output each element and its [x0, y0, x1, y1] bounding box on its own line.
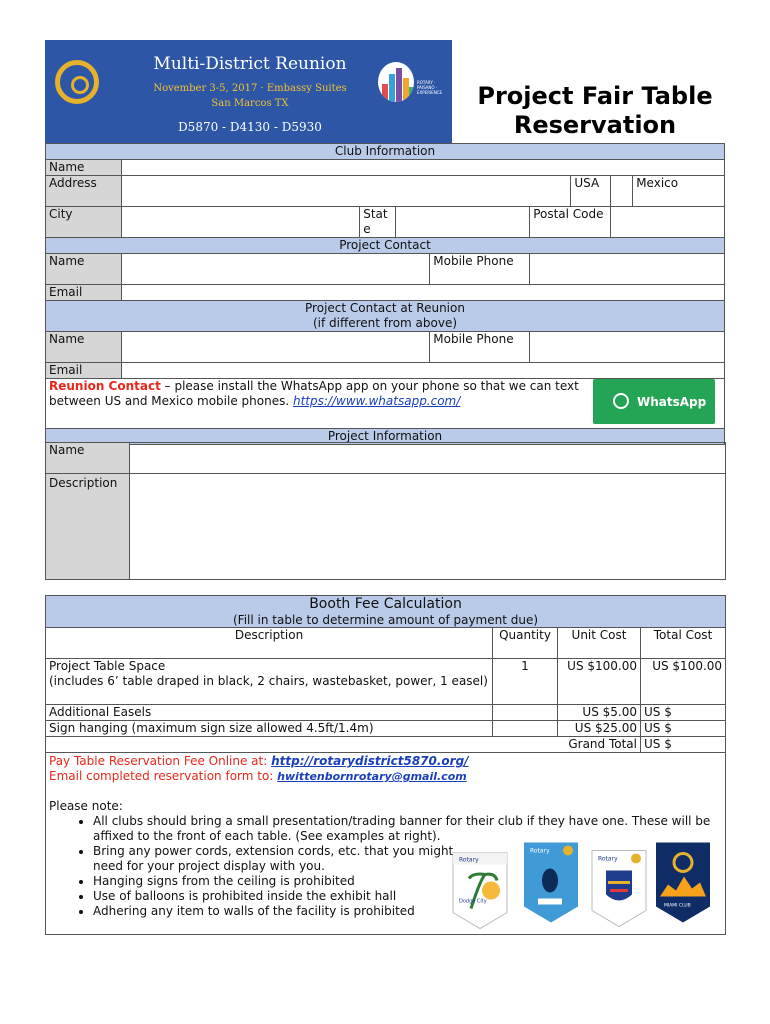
reunion-email-label: Email — [46, 363, 122, 379]
note-item: • Bring any power cords, extension cords, etc. that you might need for your project display with you. — [93, 844, 722, 874]
project-description-label: Description — [46, 474, 130, 580]
sign-total[interactable]: US $ — [641, 721, 726, 737]
easels-qty[interactable] — [493, 705, 558, 721]
whatsapp-button[interactable] — [593, 379, 715, 424]
whatsapp-link[interactable]: https://www.whatsapp.com/ — [292, 394, 461, 408]
banner-location: San Marcos TX — [211, 98, 289, 109]
pennant-ft-myers — [522, 840, 580, 925]
pennant-miami — [654, 840, 712, 925]
pennant-2-top: Rotary — [530, 847, 550, 855]
project-description-field[interactable] — [130, 474, 726, 580]
postal-code-label: Postal Code — [530, 207, 610, 238]
reunion-name-field[interactable] — [122, 332, 430, 363]
pay-online-line — [49, 754, 722, 769]
project-contact-header: Project Contact — [46, 238, 725, 254]
col-total-cost: Total Cost — [641, 628, 726, 659]
pennant-cayman — [590, 846, 648, 931]
sign-unit: US $25.00 — [558, 721, 641, 737]
easels-unit: US $5.00 — [558, 705, 641, 721]
whatsapp-icon — [613, 393, 629, 409]
pay-online-link[interactable]: http://rotarydistrict5870.org/ — [271, 754, 469, 768]
table-space-title: Project Table Space — [49, 659, 166, 673]
city-skyline-logo — [378, 62, 414, 102]
contact-mobile-field[interactable] — [530, 254, 725, 285]
pay-online-text: Pay Table Reservation Fee Online at: — [49, 754, 272, 768]
booth-fee-subtitle: (Fill in table to determine amount of payment due) — [233, 613, 539, 627]
grand-total-label: Grand Total — [46, 737, 641, 753]
booth-fee-title: Booth Fee Calculation — [309, 596, 462, 612]
table-space-total: US $100.00 — [641, 659, 726, 705]
col-description: Description — [46, 628, 493, 659]
reunion-mobile-label: Mobile Phone — [430, 332, 530, 363]
note-item: • Use of balloons is prohibited inside the exhibit hall — [93, 889, 722, 904]
pennant-1-top: Rotary — [459, 856, 479, 864]
city-field[interactable] — [122, 207, 360, 238]
usa-checkbox[interactable] — [610, 176, 633, 207]
address-label: Address — [46, 176, 122, 207]
state-label: State — [360, 207, 396, 238]
col-unit-cost: Unit Cost — [558, 628, 641, 659]
event-banner — [45, 40, 452, 143]
pennant-3-top: Rotary — [598, 855, 618, 863]
address-field[interactable] — [122, 176, 571, 207]
usa-option[interactable]: USA — [571, 176, 610, 207]
page-title: Project Fair Table Reservation — [477, 82, 713, 139]
contact-email-field[interactable] — [122, 285, 725, 301]
city-label: City — [46, 207, 122, 238]
pennant-1-bottom: Dodge City — [459, 898, 487, 905]
booth-fee-header — [46, 596, 726, 628]
banner-dates: November 3-5, 2017 · Embassy Suites — [153, 83, 347, 94]
reunion-contact-header — [46, 301, 725, 332]
grand-total-value[interactable]: US $ — [641, 737, 726, 753]
state-field[interactable] — [396, 207, 530, 238]
contact-mobile-label: Mobile Phone — [430, 254, 530, 285]
reunion-name-label: Name — [46, 332, 122, 363]
row-sign-hanging: Sign hanging (maximum sign size allowed 4.5ft/1.4m) — [46, 721, 493, 737]
note-item: • Adhering any item to walls of the facility is prohibited — [93, 904, 722, 919]
note-heading: Please note: — [49, 799, 123, 813]
club-name-label: Name — [46, 160, 122, 176]
reunion-contact-bold: Reunion Contact — [49, 379, 161, 393]
banner-title: Multi-District Reunion — [153, 54, 347, 74]
club-info-header: Club Information — [46, 144, 725, 160]
easels-total[interactable]: US $ — [641, 705, 726, 721]
email-form-text: Email completed reservation form to: — [49, 769, 278, 783]
rotary-wheel-icon — [55, 60, 99, 104]
pennant-fort-lauderdale — [451, 848, 509, 933]
project-name-field[interactable] — [130, 443, 726, 474]
mexico-option[interactable]: Mexico — [633, 176, 725, 207]
whatsapp-label: WhatsApp — [637, 395, 707, 409]
project-info-header: Project Information — [46, 429, 725, 445]
reunion-header-line2: (if different from above) — [312, 316, 458, 330]
email-form-line — [49, 769, 722, 784]
table-space-unit: US $100.00 — [558, 659, 641, 705]
table-space-qty[interactable]: 1 — [493, 659, 558, 705]
pennant-4-bottom: MIAMI CLUB — [664, 903, 691, 909]
postal-code-field[interactable] — [610, 207, 724, 238]
city-logo-text: ROTARY · PAISANO · EXPERIENCE — [417, 80, 443, 95]
project-name-label: Name — [46, 443, 130, 474]
reunion-header-line1: Project Contact at Reunion — [305, 301, 465, 315]
club-name-field[interactable] — [122, 160, 725, 176]
col-quantity: Quantity — [493, 628, 558, 659]
banner-districts: D5870 - D4130 - D5930 — [178, 120, 322, 134]
contact-name-label: Name — [46, 254, 122, 285]
contact-email-label: Email — [46, 285, 122, 301]
row-easels: Additional Easels — [46, 705, 493, 721]
reunion-email-field[interactable] — [122, 363, 725, 379]
row-table-space — [46, 659, 493, 705]
table-space-detail: (includes 6’ table draped in black, 2 chairs, wastebasket, power, 1 easel) — [49, 674, 488, 688]
reunion-contact-text: – please install the WhatsApp app on your phone so that we can text between US and Mexico mobile phones. — [49, 379, 579, 408]
note-item: • All clubs should bring a small presentation/trading banner for their club if they have one. These will be affixed to the front of each table. (See examples at right). — [93, 814, 722, 844]
sign-qty[interactable] — [493, 721, 558, 737]
project-info-table — [45, 442, 726, 580]
note-item: • Hanging signs from the ceiling is prohibited — [93, 874, 722, 889]
contact-name-field[interactable] — [122, 254, 430, 285]
email-form-link[interactable]: hwittenbornrotary@gmail.com — [277, 770, 467, 783]
reunion-mobile-field[interactable] — [530, 332, 725, 363]
